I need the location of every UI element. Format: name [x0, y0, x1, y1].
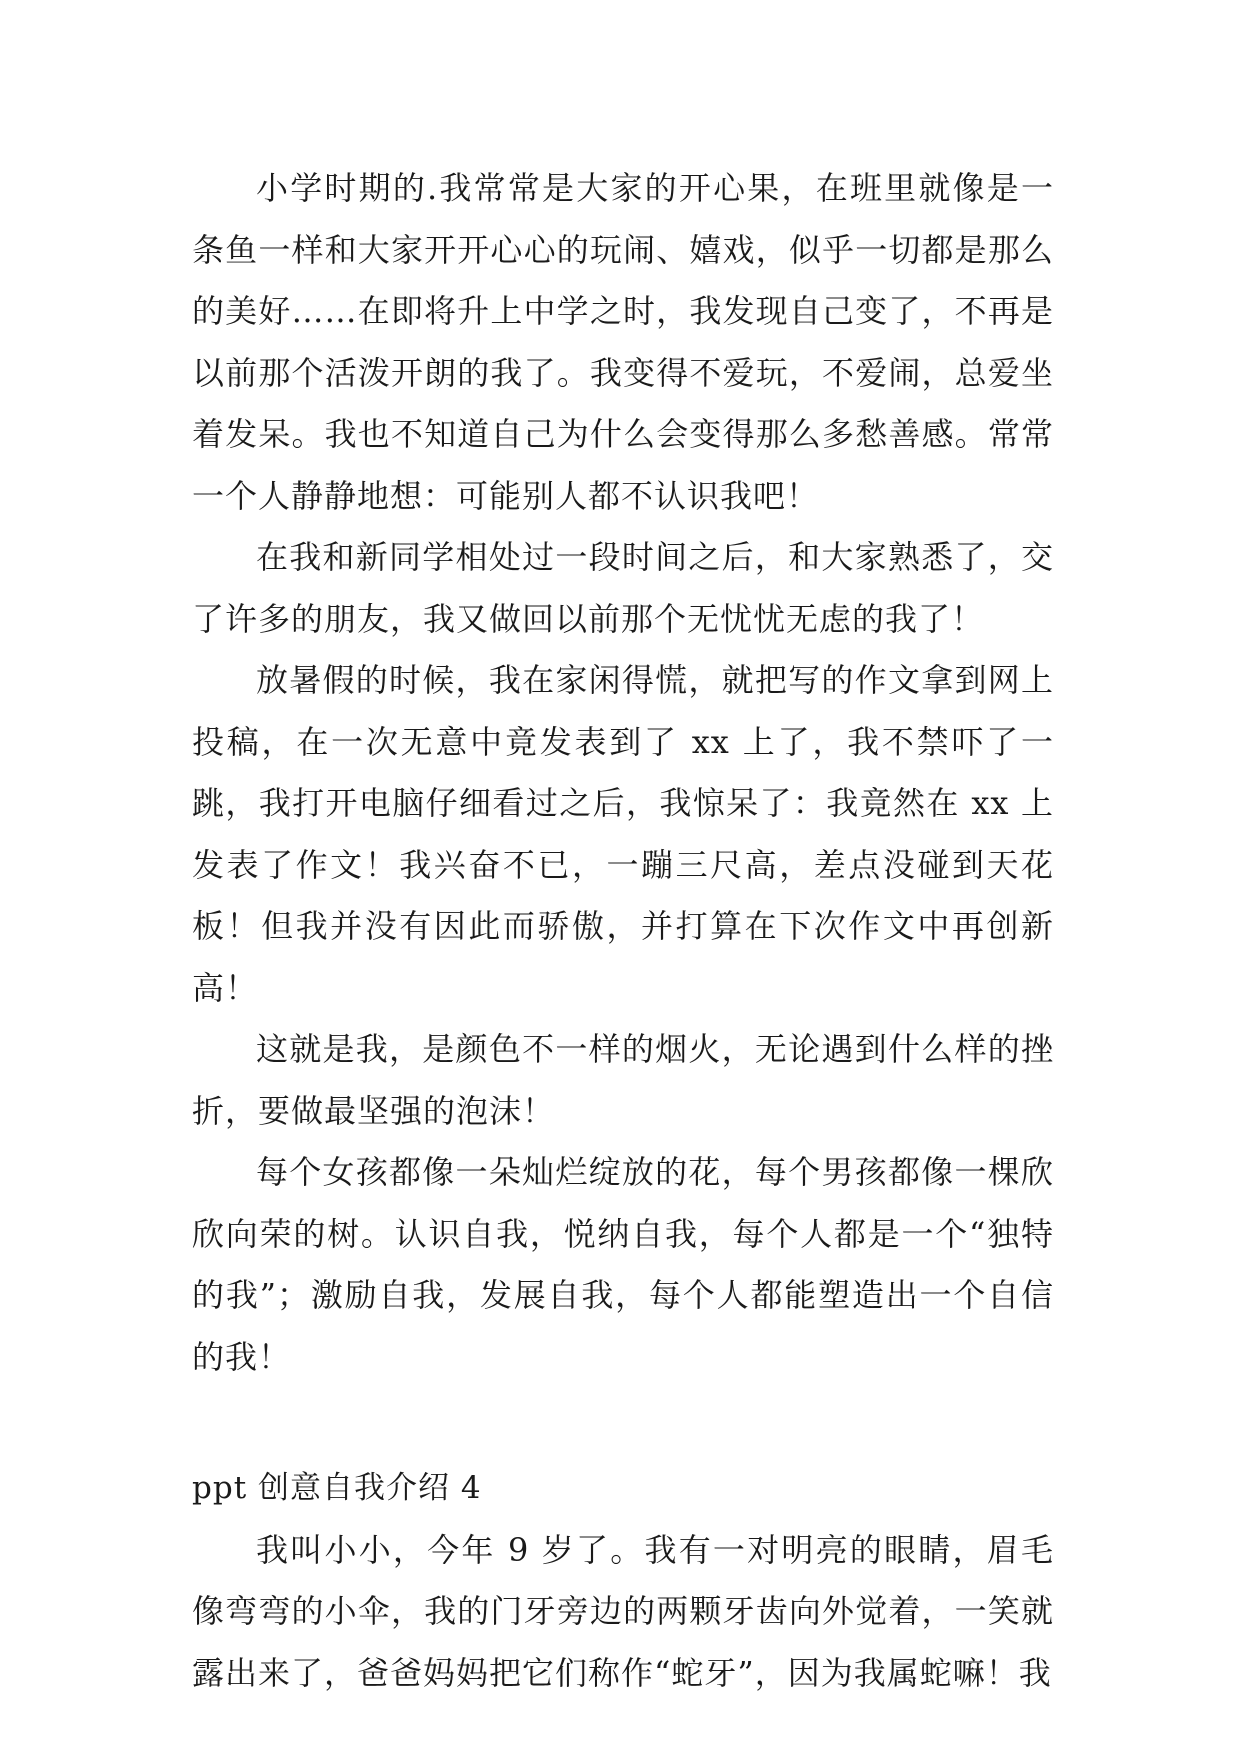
paragraph-1: 小学时期的.我常常是大家的开心果，在班里就像是一条鱼一样和大家开开心心的玩闹、嬉戏，似乎一切都是那么的美好……在即将升上中学之时，我发现自己变了，不再是以前那个活泼开朗的我了。我变得不爱玩，不爱闹，总爱坐着发呆。我也不知道自己为什么会变得那么多愁善感。常常一个人静静地想：可能别人都不认识我吧！: [192, 169, 1054, 515]
document-body: [192, 158, 1054, 1704]
paragraph-2: 在我和新同学相处过一段时间之后，和大家熟悉了，交了许多的朋友，我又做回以前那个无忧忧无虑的我了！: [192, 538, 1054, 638]
paragraph-6: 我叫小小，今年 9 岁了。我有一对明亮的眼睛，眉毛像弯弯的小伞，我的门牙旁边的两颗牙齿向外觉着，一笑就露出来了，爸爸妈妈把它们称作“蛇牙”，因为我属蛇嘛！我: [192, 1530, 1054, 1692]
paragraph-3: 放暑假的时候，我在家闲得慌，就把写的作文拿到网上投稿，在一次无意中竟发表到了 xx 上了，我不禁吓了一跳，我打开电脑仔细看过之后，我惊呆了：我竟然在 xx 上发表了作文！我兴奋不已，一蹦三尺高，差点没碰到天花板！但我并没有因此而骄傲，并打算在下次作文中再创新高！: [192, 661, 1054, 1007]
paragraph-4: 这就是我，是颜色不一样的烟火，无论遇到什么样的挫折，要做最坚强的泡沫！: [192, 1030, 1054, 1130]
section-title: ppt 创意自我介绍 4: [192, 1470, 482, 1506]
paragraph-5: 每个女孩都像一朵灿烂绽放的花，每个男孩都像一棵欣欣向荣的树。认识自我，悦纳自我，每个人都是一个“独特的我”；激励自我，发展自我，每个人都能塑造出一个自信的我！: [192, 1153, 1054, 1376]
